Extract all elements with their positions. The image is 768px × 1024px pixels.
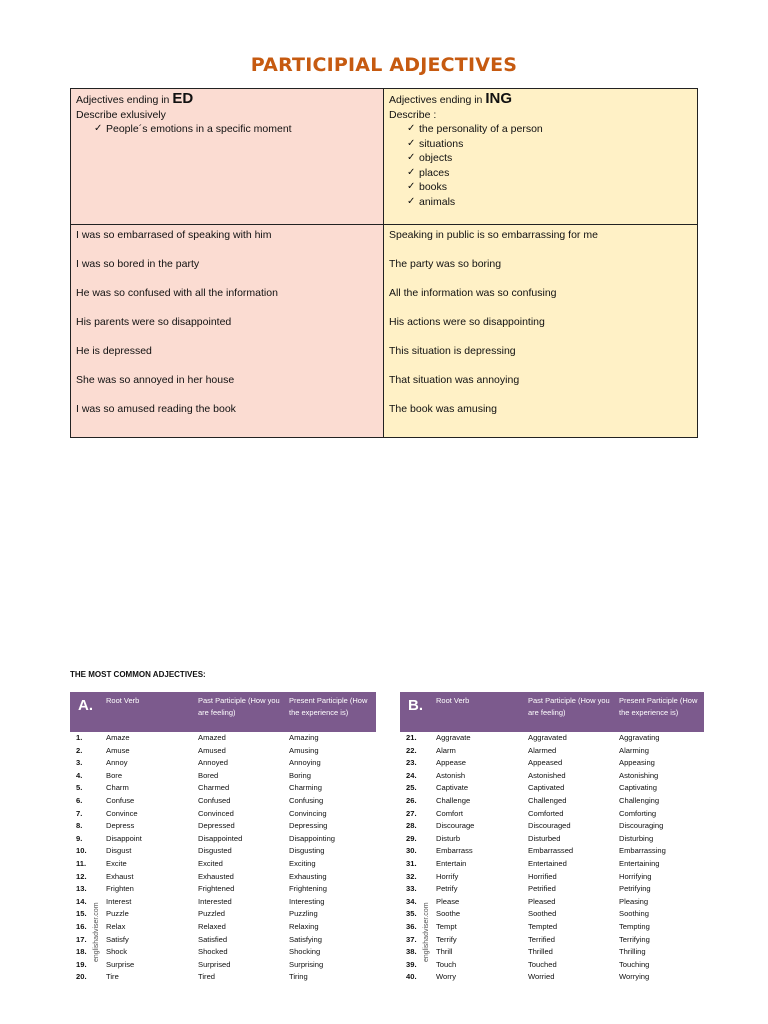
table-letter: A. (78, 697, 93, 714)
row-cell: Appeasing (619, 758, 655, 768)
example-sentence: He is depressed (76, 345, 152, 357)
checklist-item: ✓ books (407, 180, 692, 195)
example-sentence: That situation was annoying (389, 374, 520, 386)
example-sentence: I was so embarrased of speaking with him (76, 229, 272, 241)
table-row (70, 959, 376, 972)
table-header (70, 692, 376, 732)
row-cell: Interesting (289, 896, 325, 906)
row-number: 3. (76, 758, 83, 768)
row-number: 35. (406, 909, 417, 919)
row-cell: Interested (198, 896, 232, 906)
ed-checklist (76, 122, 378, 137)
row-cell: Convince (106, 808, 138, 818)
row-cell: Alarmed (528, 745, 557, 755)
ed-definition-cell (71, 89, 384, 225)
row-cell: Comforting (619, 808, 657, 818)
ing-definition-cell (384, 89, 697, 225)
table-row (400, 782, 704, 795)
row-cell: Astonished (528, 770, 566, 780)
adjectives-table-a (70, 692, 376, 986)
ed-describe: Describe exlusively (76, 108, 166, 121)
row-cell: Relax (106, 921, 126, 931)
row-number: 12. (76, 871, 87, 881)
example-sentence: She was so annoyed in her house (76, 374, 235, 386)
watermark-text: englishadviser.com (423, 902, 430, 962)
row-cell: Embarrass (436, 846, 473, 856)
row-cell: Pleased (528, 896, 556, 906)
example-sentence: The party was so boring (389, 258, 502, 270)
row-cell: Touching (619, 959, 650, 969)
row-cell: Exciting (289, 858, 316, 868)
ing-heading-prefix: Adjectives ending in (389, 94, 483, 106)
checklist-item: ✓ objects (407, 151, 692, 166)
row-number: 7. (76, 808, 83, 818)
row-cell: Relaxed (198, 921, 226, 931)
row-cell: Surprising (289, 959, 324, 969)
row-cell: Satisfying (289, 934, 322, 944)
row-cell: Petrifying (619, 884, 651, 894)
table-rows (70, 732, 376, 984)
table-row (400, 732, 704, 745)
row-cell: Frightening (289, 884, 327, 894)
row-cell: Puzzling (289, 909, 318, 919)
example-sentence: This situation is depressing (389, 345, 516, 357)
row-number: 25. (406, 783, 417, 793)
row-cell: Thrilling (619, 947, 646, 957)
table-row (400, 921, 704, 934)
row-cell: Exhausting (289, 871, 327, 881)
row-number: 11. (76, 858, 87, 868)
row-cell: Charm (106, 783, 129, 793)
table-row (70, 745, 376, 758)
example-sentence: Speaking in public is so embarrassing for me (389, 229, 598, 241)
row-number: 31. (406, 858, 417, 868)
row-cell: Exhaust (106, 871, 134, 881)
ing-heading (389, 92, 692, 108)
row-cell: Discouraged (528, 821, 571, 831)
table-row (400, 858, 704, 871)
table-row (70, 883, 376, 896)
row-cell: Horrifying (619, 871, 652, 881)
table-row (400, 745, 704, 758)
row-cell: Disgusting (289, 846, 325, 856)
row-number: 2. (76, 745, 83, 755)
checklist-item: ✓ places (407, 166, 692, 181)
row-cell: Charming (289, 783, 322, 793)
row-cell: Entertain (436, 858, 467, 868)
checklist-item: ✓ the personality of a person (407, 122, 692, 137)
table-letter: B. (408, 697, 423, 714)
row-number: 40. (406, 972, 417, 982)
row-cell: Amaze (106, 733, 130, 742)
row-number: 26. (406, 795, 417, 805)
row-number: 17. (76, 934, 87, 944)
ing-heading-big: ING (485, 90, 512, 107)
table-row (400, 971, 704, 984)
row-number: 34. (406, 896, 417, 906)
row-cell: Petrify (436, 884, 458, 894)
row-number: 28. (406, 821, 417, 831)
row-number: 21. (406, 733, 417, 742)
row-cell: Embarrassed (528, 846, 574, 856)
table-row (400, 871, 704, 884)
table-row (70, 921, 376, 934)
table-header (400, 692, 704, 732)
row-cell: Interest (106, 896, 132, 906)
row-cell: Boring (289, 770, 311, 780)
table-row (400, 795, 704, 808)
row-number: 9. (76, 833, 83, 843)
row-cell: Tempting (619, 921, 650, 931)
table-row (70, 732, 376, 745)
row-cell: Comforted (528, 808, 564, 818)
row-number: 20. (76, 972, 87, 982)
row-cell: Frighten (106, 884, 134, 894)
row-cell: Worried (528, 972, 555, 982)
row-cell: Captivate (436, 783, 469, 793)
row-cell: Thrilled (528, 947, 553, 957)
checklist-item: ✓ animals (407, 195, 692, 210)
row-cell: Disappointed (198, 833, 243, 843)
table-row (70, 908, 376, 921)
row-cell: Disturb (436, 833, 461, 843)
row-cell: Challenged (528, 795, 567, 805)
row-cell: Aggravating (619, 733, 660, 742)
row-cell: Disturbed (528, 833, 561, 843)
table-row (70, 871, 376, 884)
row-number: 15. (76, 909, 87, 919)
row-cell: Entertaining (619, 858, 660, 868)
row-cell: Amused (198, 745, 226, 755)
row-cell: Confusing (289, 795, 324, 805)
row-cell: Astonishing (619, 770, 659, 780)
row-cell: Appeased (528, 758, 563, 768)
row-number: 24. (406, 770, 417, 780)
table-row (400, 934, 704, 947)
row-cell: Tempt (436, 921, 457, 931)
row-number: 6. (76, 795, 83, 805)
row-number: 10. (76, 846, 87, 856)
ed-heading-big: ED (172, 90, 194, 107)
row-cell: Pleasing (619, 896, 649, 906)
row-cell: Amazing (289, 733, 319, 742)
row-cell: Disgust (106, 846, 132, 856)
row-cell: Tired (198, 972, 216, 982)
row-cell: Terrify (436, 934, 457, 944)
row-number: 13. (76, 884, 87, 894)
row-number: 37. (406, 934, 417, 944)
table-row (400, 770, 704, 783)
table-row (70, 971, 376, 984)
row-cell: Puzzled (198, 909, 226, 919)
row-number: 27. (406, 808, 417, 818)
row-number: 29. (406, 833, 417, 843)
row-cell: Puzzle (106, 909, 129, 919)
row-cell: Satisfied (198, 934, 228, 944)
row-number: 38. (406, 947, 417, 957)
table-row (70, 946, 376, 959)
table-row (400, 833, 704, 846)
row-cell: Appease (436, 758, 466, 768)
row-number: 32. (406, 871, 417, 881)
row-cell: Terrified (528, 934, 556, 944)
row-cell: Worrying (619, 972, 650, 982)
ing-describe: Describe : (389, 108, 437, 121)
row-cell: Excite (106, 858, 127, 868)
row-cell: Discouraging (619, 821, 664, 831)
row-number: 22. (406, 745, 417, 755)
table-row (400, 908, 704, 921)
row-cell: Touched (528, 959, 557, 969)
row-cell: Challenge (436, 795, 471, 805)
column-header: Past Participle (How you are feeling) (528, 696, 610, 717)
table-row (70, 782, 376, 795)
row-cell: Confused (198, 795, 231, 805)
row-cell: Depressing (289, 821, 328, 831)
table-row (400, 959, 704, 972)
table-row (70, 770, 376, 783)
row-cell: Soothing (619, 909, 649, 919)
row-number: 39. (406, 959, 417, 969)
row-number: 33. (406, 884, 417, 894)
row-number: 8. (76, 821, 83, 831)
ed-heading-prefix: Adjectives ending in (76, 94, 170, 106)
column-header: Present Participle (How the experience is) (619, 696, 698, 717)
example-sentence: His parents were so disappointed (76, 316, 232, 328)
checklist-item: ✓ situations (407, 137, 692, 152)
table-row (70, 934, 376, 947)
row-cell: Horrify (436, 871, 459, 881)
row-cell: Bore (106, 770, 123, 780)
row-cell: Aggravated (528, 733, 567, 742)
row-cell: Touch (436, 959, 457, 969)
row-cell: Disgusted (198, 846, 232, 856)
row-cell: Tire (106, 972, 119, 982)
row-cell: Convincing (289, 808, 327, 818)
row-cell: Alarming (619, 745, 649, 755)
row-cell: Captivating (619, 783, 657, 793)
participial-adjectives-grid (70, 88, 698, 438)
row-number: 23. (406, 758, 417, 768)
table-row (70, 845, 376, 858)
row-cell: Embarrassing (619, 846, 666, 856)
row-cell: Aggravate (436, 733, 471, 742)
row-cell: Confuse (106, 795, 135, 805)
row-cell: Shocked (198, 947, 228, 957)
table-row (400, 896, 704, 909)
row-number: 14. (76, 896, 87, 906)
row-cell: Entertained (528, 858, 567, 868)
row-number: 18. (76, 947, 87, 957)
row-cell: Amusing (289, 745, 319, 755)
table-row (400, 820, 704, 833)
row-cell: Depress (106, 821, 135, 831)
common-adjectives-heading: THE MOST COMMON ADJECTIVES: (70, 670, 206, 679)
row-cell: Bored (198, 770, 219, 780)
ed-examples-cell (71, 225, 384, 437)
row-cell: Soothed (528, 909, 557, 919)
table-row (400, 883, 704, 896)
row-cell: Disappointing (289, 833, 336, 843)
table-row (70, 808, 376, 821)
adjectives-table-b (400, 692, 704, 986)
ing-checklist (389, 122, 692, 209)
table-rows (400, 732, 704, 984)
row-cell: Amazed (198, 733, 226, 742)
table-row (400, 845, 704, 858)
example-sentence: The book was amusing (389, 403, 497, 415)
page-title: PARTICIPIAL ADJECTIVES (250, 54, 518, 76)
table-row (400, 946, 704, 959)
row-number: 5. (76, 783, 83, 793)
column-header: Present Participle (How the experience is) (289, 696, 368, 717)
row-cell: Thrill (436, 947, 453, 957)
row-cell: Convinced (198, 808, 234, 818)
row-cell: Surprised (198, 959, 231, 969)
row-number: 4. (76, 770, 83, 780)
row-cell: Alarm (436, 745, 456, 755)
table-row (70, 896, 376, 909)
example-sentence: I was so amused reading the book (76, 403, 236, 415)
ing-examples-cell (384, 225, 697, 437)
example-sentence: He was so confused with all the information (76, 287, 278, 299)
row-cell: Exhausted (198, 871, 234, 881)
table-row (400, 757, 704, 770)
table-row (70, 820, 376, 833)
column-header: Root Verb (436, 696, 470, 705)
row-cell: Discourage (436, 821, 475, 831)
row-cell: Annoyed (198, 758, 228, 768)
table-row (70, 833, 376, 846)
row-cell: Tiring (289, 972, 308, 982)
row-cell: Relaxing (289, 921, 319, 931)
row-cell: Disappoint (106, 833, 142, 843)
row-cell: Frightened (198, 884, 235, 894)
row-cell: Disturbing (619, 833, 654, 843)
column-header: Root Verb (106, 696, 140, 705)
row-number: 30. (406, 846, 417, 856)
row-number: 19. (76, 959, 87, 969)
watermark-text: englishadviser.com (93, 902, 100, 962)
row-cell: Surprise (106, 959, 135, 969)
row-cell: Worry (436, 972, 457, 982)
row-number: 1. (76, 733, 83, 742)
row-cell: Challenging (619, 795, 660, 805)
table-row (70, 757, 376, 770)
row-cell: Shocking (289, 947, 321, 957)
row-cell: Comfort (436, 808, 464, 818)
row-cell: Astonish (436, 770, 466, 780)
row-number: 16. (76, 921, 87, 931)
table-row (400, 808, 704, 821)
row-cell: Annoy (106, 758, 128, 768)
column-header: Past Participle (How you are feeling) (198, 696, 280, 717)
row-cell: Terrifying (619, 934, 650, 944)
row-cell: Annoying (289, 758, 321, 768)
row-cell: Tempted (528, 921, 558, 931)
row-cell: Depressed (198, 821, 235, 831)
row-cell: Amuse (106, 745, 130, 755)
row-cell: Shock (106, 947, 128, 957)
row-number: 36. (406, 921, 417, 931)
example-sentence: I was so bored in the party (76, 258, 200, 270)
ed-heading (76, 92, 378, 108)
example-sentence: All the information was so confusing (389, 287, 557, 299)
row-cell: Please (436, 896, 460, 906)
checklist-item: ✓ People´s emotions in a specific moment (94, 122, 378, 137)
row-cell: Charmed (198, 783, 230, 793)
example-sentence: His actions were so disappointing (389, 316, 545, 328)
table-row (70, 795, 376, 808)
row-cell: Soothe (436, 909, 461, 919)
row-cell: Petrified (528, 884, 556, 894)
row-cell: Satisfy (106, 934, 129, 944)
row-cell: Excited (198, 858, 223, 868)
row-cell: Horrified (528, 871, 557, 881)
table-row (70, 858, 376, 871)
row-cell: Captivated (528, 783, 565, 793)
